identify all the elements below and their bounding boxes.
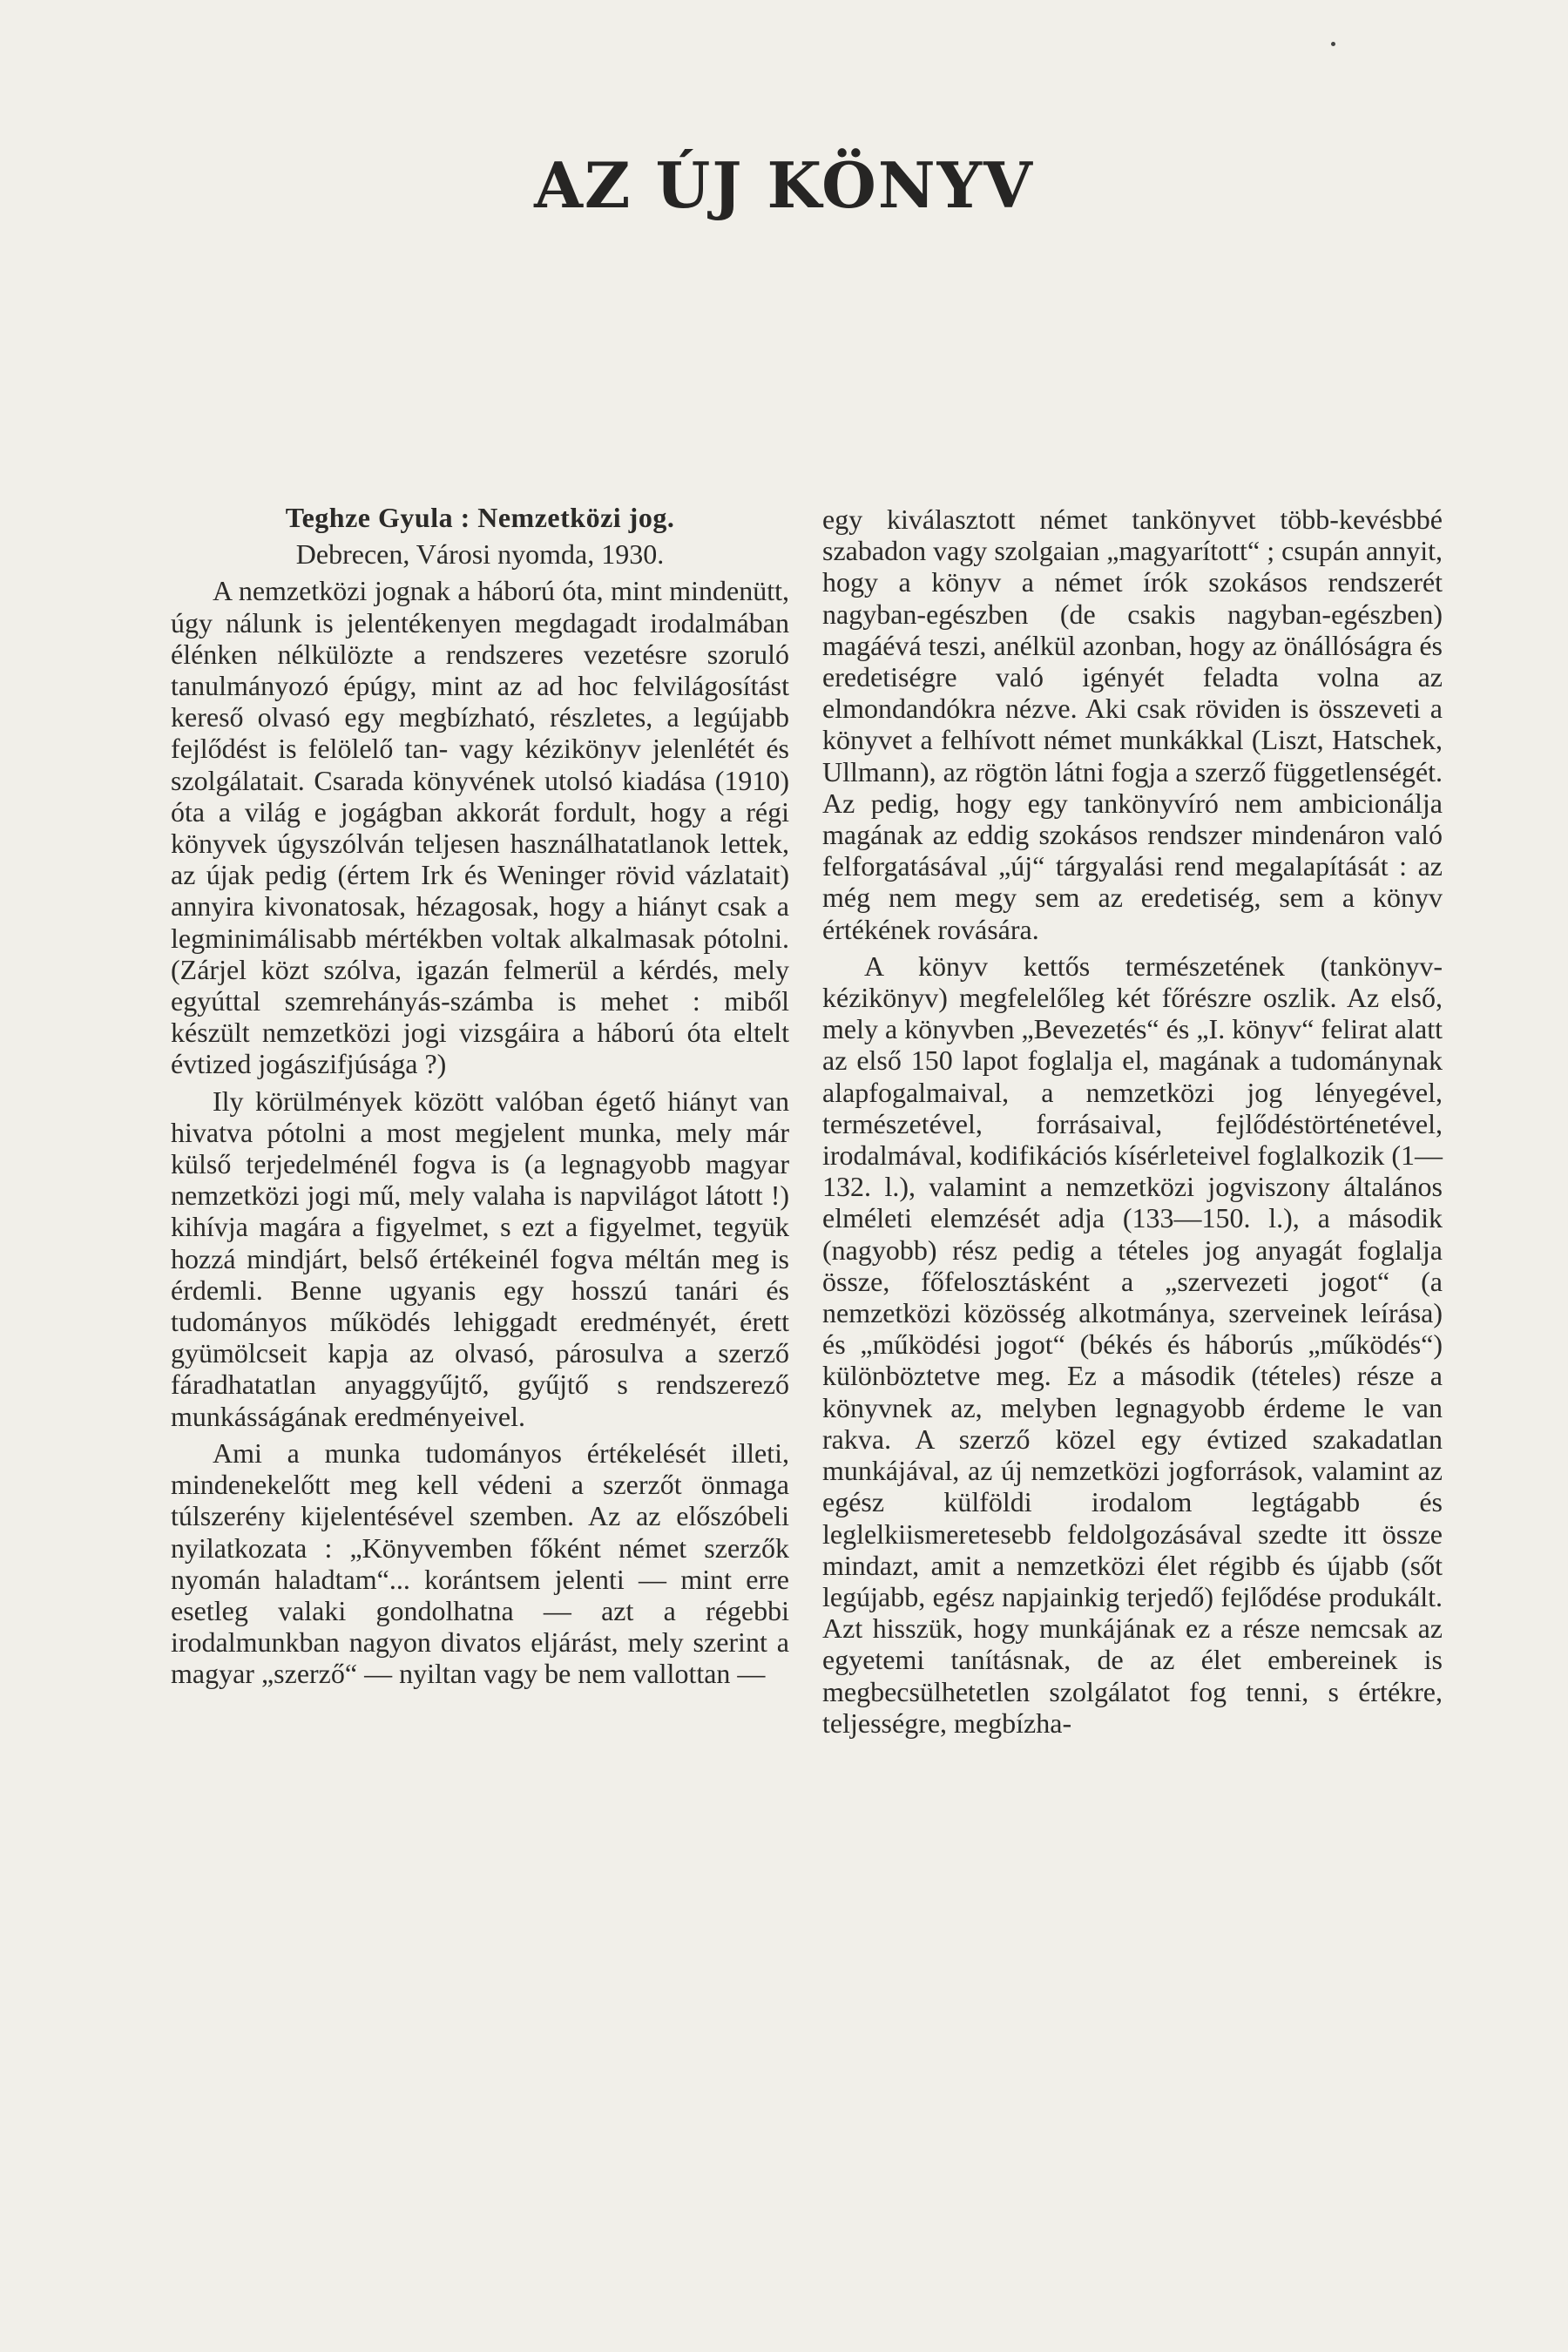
paragraph: A könyv kettős természetének (tankönyv-kézikönyv) megfelelőleg két főrészre oszlik. Az első, mely a könyvben „Bevezetés“ és „I. könyv“ felirat alatt az első 150 lapot foglalja el, magának a tudománynak alapfogalmaival, a nemzetközi jog lényegével, természetével, forrásaival, fejlődéstörténetével, irodalmával, kodifikációs kísérleteivel foglalkozik (1—132. l.), valamint a nemzetközi jogviszony általános elméleti elemzését adja (133—150. l.), a második (nagyobb) rész pedig a tételes jog anyagát foglalja össze, főfelosztásként a „szervezeti jogot“ (a nemzetközi közösség alkotmánya, szerveinek leírása) és „működési jogot“ (békés és háborús „működés“) különböztetve meg. Ez a második (tételes) része a könyvnek az, melyben legnagyobb érdeme le van rakva. A szerző közel egy évtized szakadatlan munkájával, az új nemzetközi jogforrások, valamint az egész külföldi irodalom legtágabb és leglelkiismeretesebb feldolgozásával szedte itt össze mindazt, amit a nemzetközi élet régibb és újabb (sőt legújabb, egész napjainkig terjedő) fejlődése produkált. Azt hisszük, hogy munkájának ez a része nemcsak az egyetemi tanításnak, de az élet embereinek is megbecsülhetetlen szolgálatot fog tenni, s értékre, teljességre, megbízha- xyxy=(822,950,1443,1739)
right-column xyxy=(822,504,1443,1739)
paragraph: A nemzetközi jognak a háború óta, mint mindenütt, úgy nálunk is jelentékenyen megdagadt irodalmában élénken nélkülözte a rendszeres vezetésre szoruló tanulmányozó épúgy, mint az ad hoc felvilágosítást kereső olvasó egy megbízható, részletes, a legújabb fejlődést is felölelő tan- vagy kézikönyv jelenlétét és szolgálatait. Csarada könyvének utolsó kiadása (1910) óta a világ e jogágban akkorát fordult, hogy a régi könyvek úgyszólván teljesen használhatatlanok lettek, az újak pedig (értem Irk és Weninger rövid vázlatait) annyira kivonatosak, hézagosak, hogy a hiányt csak a legminimálisabb mértékben voltak alkalmasak pótolni. (Zárjel közt szólva, igazán felmerül a kérdés, mely egyúttal szemrehányás-számba is mehet : miből készült nemzetközi jogi vizsgáira a háború óta eltelt évtized jogászifjúsága ?) xyxy=(171,575,789,1080)
page-title: AZ ÚJ KÖNYV xyxy=(534,148,1034,222)
paragraph: Ily körülmények között valóban égető hiányt van hivatva pótolni a most megjelent munka, mely már külső terjedelménél fogva is (a legnagyobb magyar nemzetközi jogi mű, mely valaha is napvilágot látott !) kihívja magára a figyelmet, s ezt a figyelmet, tegyük hozzá mindjárt, belső értékeinél fogva méltán meg is érdemli. Benne ugyanis egy hosszú tanári és tudományos működés lehiggadt eredményét, érett gyümölcseit kapja az olvasó, párosulva a szerző fáradhatatlan anyaggyűjtő, gyűjtő s rendszerező munkásságának eredményeivel. xyxy=(171,1085,789,1432)
publication-info: Debrecen, Városi nyomda, 1930. xyxy=(295,538,665,571)
paragraph: Ami a munka tudományos értékelését illeti, mindenekelőtt meg kell védeni a szerzőt önmaga túlszerény kijelentésével szemben. Az az előszóbeli nyilatkozata : „Könyvemben főként német szerzők nyomán haladtam“... korántsem jelenti — mint erre esetleg valaki gondolhatna — azt a régebbi irodalmunkban nagyon divatos eljárást, mely szerint a magyar „szerző“ — nyiltan vagy be nem vallottan — xyxy=(171,1436,789,1690)
review-heading: Teghze Gyula : Nemzetközi jog. xyxy=(285,502,675,533)
left-column xyxy=(171,502,789,1690)
paragraph: egy kiválasztott német tankönyvet több-kevésbbé szabadon vagy szolgaian „magyarított“ ; csupán annyit, hogy a könyv a német írók szokásos rendszerét nagyban-egészben (de csakis nagyban-egészben) magáévá teszi, anélkül azonban, hogy az önállóságra és eredetiségre való igényét feladta volna az elmondandókra nézve. Aki csak röviden is összeveti a könyvet a felhívott német munkákkal (Liszt, Hatschek, Ullmann), az rögtön látni fogja a szerző függetlenségét. Az pedig, hogy egy tankönyvíró nem ambicionálja magának az eddig szokásos rendszer mindenáron való felforgatásával „új“ tárgyalási rend megalapítását : az még nem megy sem az eredetiség, sem a könyv értékének rovására. xyxy=(822,504,1443,945)
ink-speck xyxy=(1331,42,1335,46)
